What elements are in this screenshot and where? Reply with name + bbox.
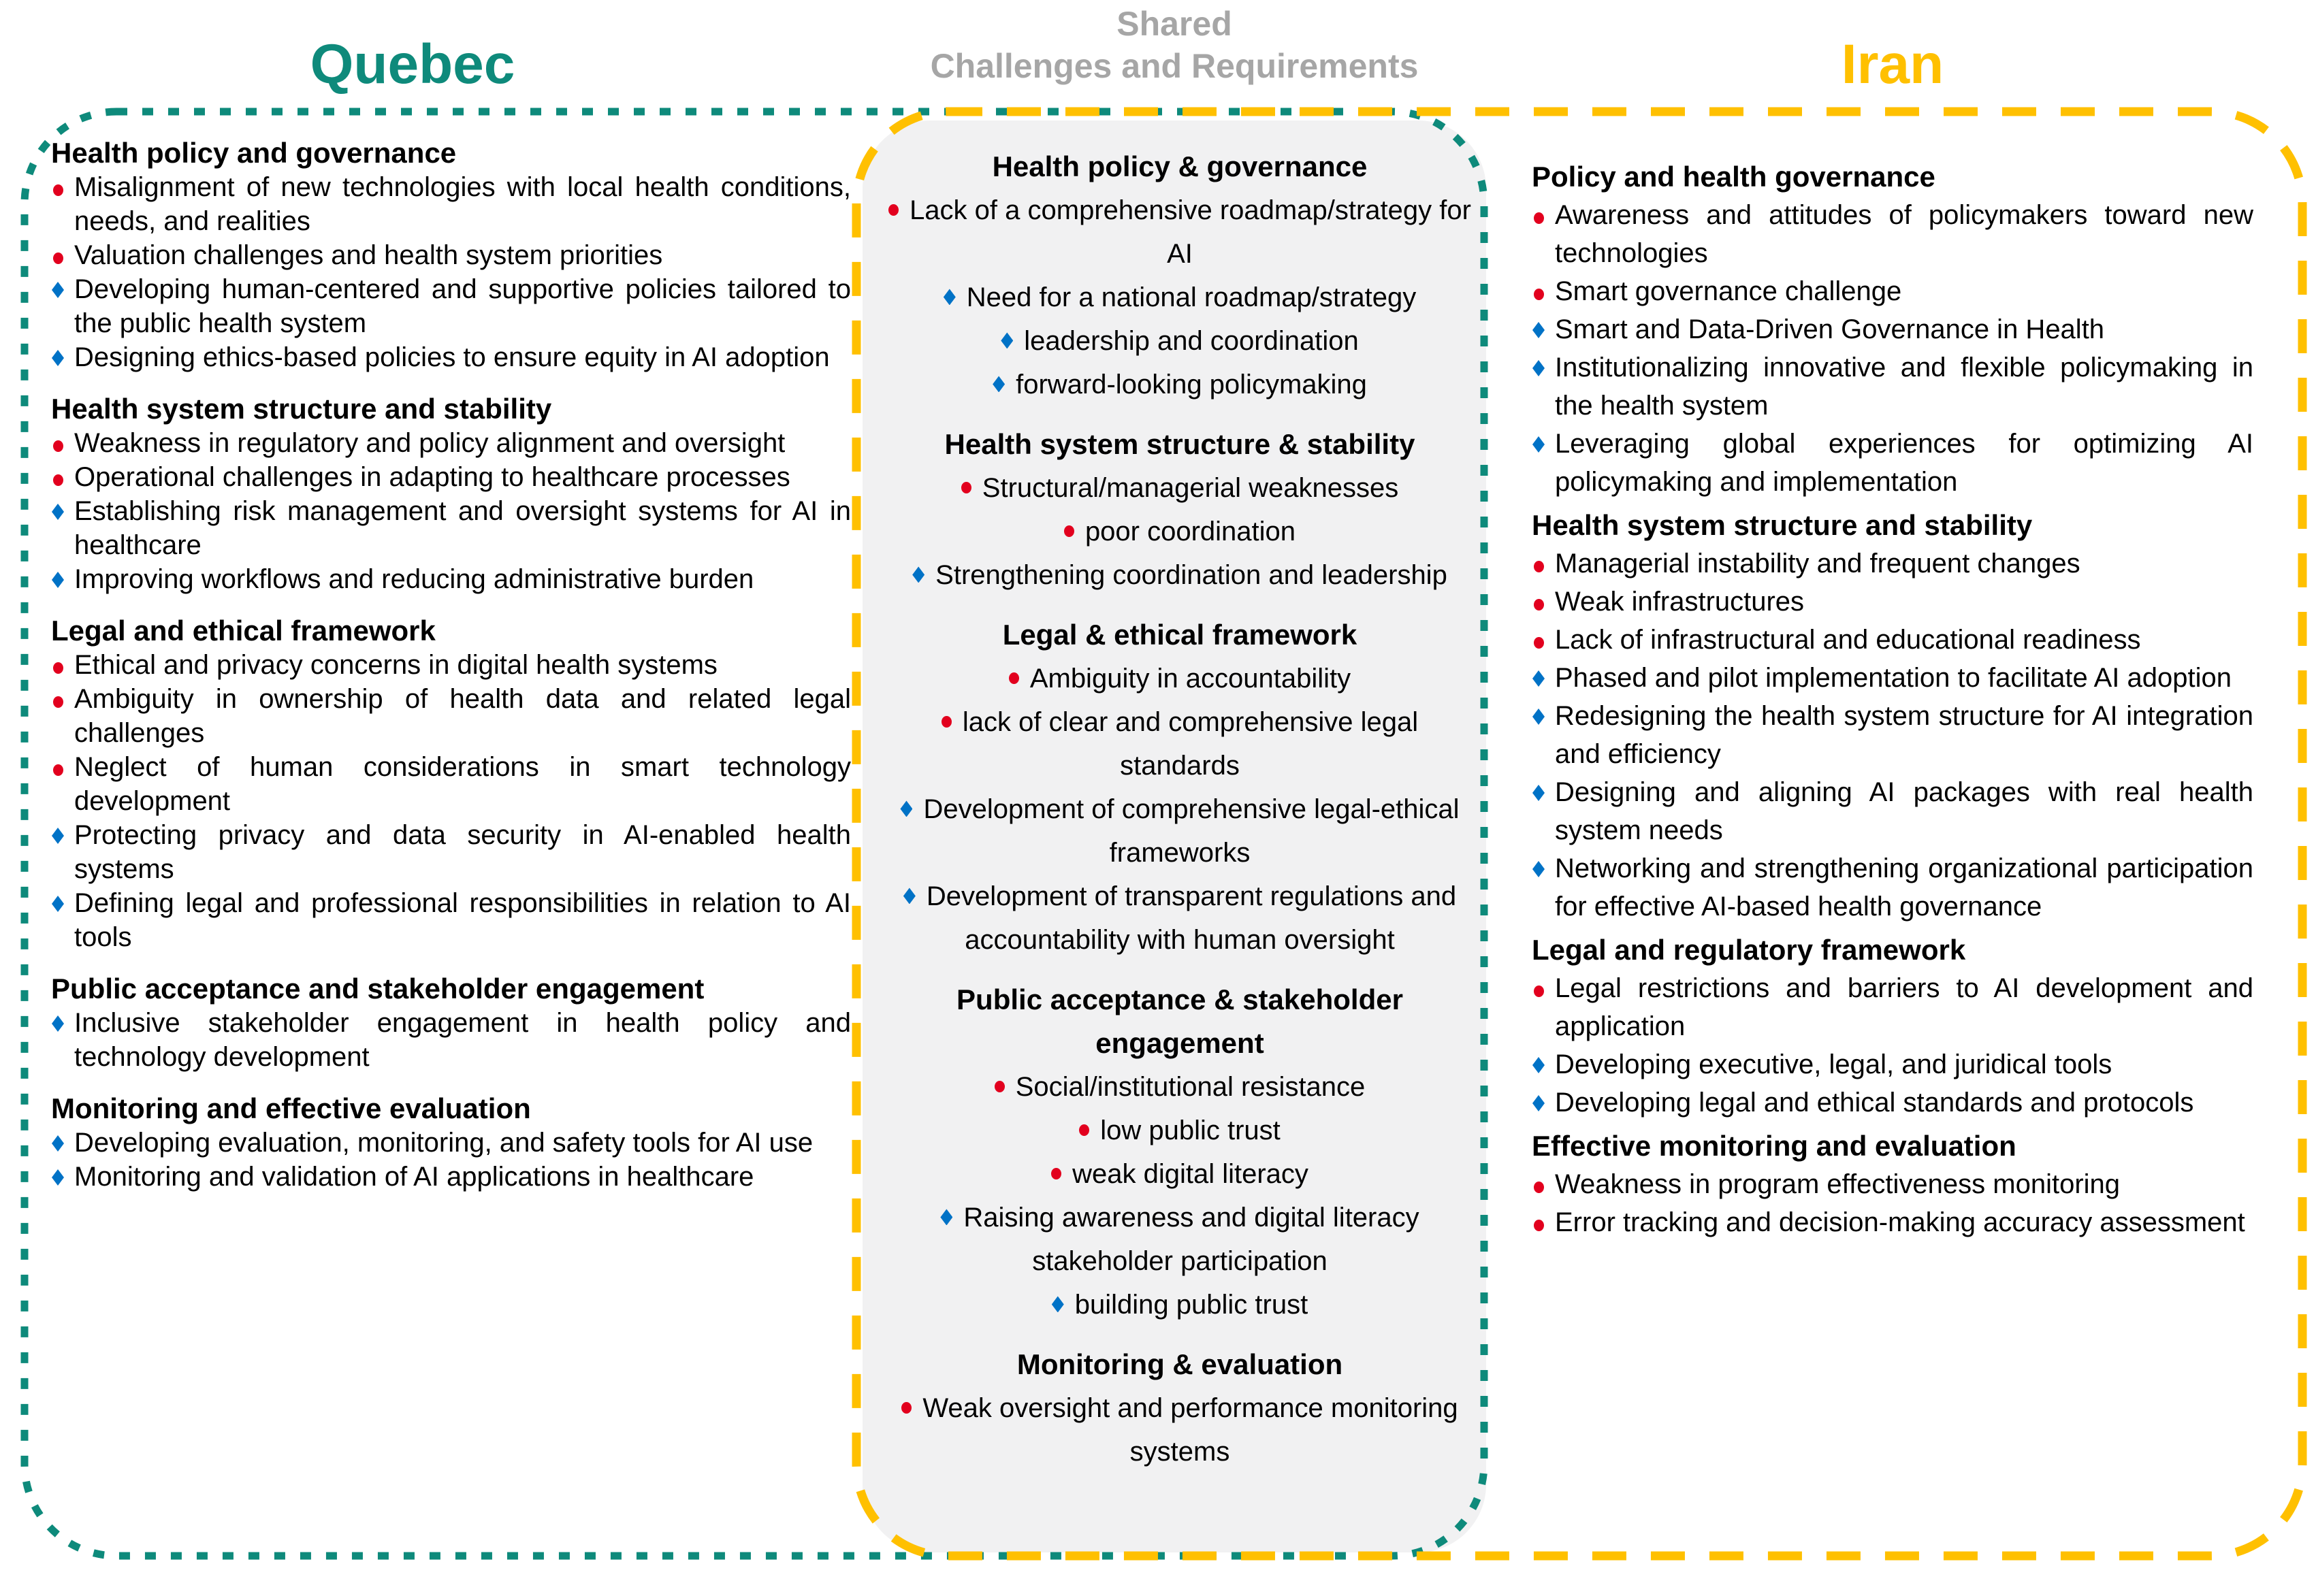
item-text: Developing legal and ethical standards and protocols (1555, 1088, 2194, 1118)
requirement-bullet-icon (944, 289, 956, 305)
shared-title-line1: Shared (1116, 5, 1232, 43)
challenge-item (885, 657, 1475, 700)
bullet-cell (1532, 348, 1555, 387)
challenge-bullet-icon (888, 204, 899, 216)
requirement-bullet-icon (52, 1015, 64, 1032)
challenge-item (51, 648, 851, 682)
bullet-cell (1532, 196, 1555, 234)
section-heading: Legal & ethical framework (1002, 619, 1357, 651)
bullet-cell (1532, 272, 1555, 310)
challenge-bullet-icon (1534, 986, 1544, 997)
challenge-bullet-icon (1079, 1124, 1089, 1136)
item-text: Establishing risk management and oversight systems for AI in healthcare (74, 496, 851, 560)
challenge-bullet-icon (1009, 672, 1019, 684)
item-text: Valuation challenges and health system priorities (74, 240, 663, 270)
section-heading: Policy and health governance (1532, 161, 1935, 193)
challenge-item (51, 238, 851, 272)
item-text: Designing ethics-based policies to ensure equity in AI adoption (74, 342, 830, 372)
challenge-item (885, 510, 1475, 553)
requirement-bullet-icon (1052, 1296, 1064, 1312)
requirement-bullet-icon (1532, 1095, 1545, 1111)
item-text: Lack of infrastructural and educational readiness (1555, 625, 2141, 655)
item-text: Operational challenges in adapting to healthcare processes (74, 462, 790, 492)
bullet-cell (51, 648, 74, 682)
requirement-bullet-icon (52, 504, 64, 520)
section-heading: Legal and ethical framework (51, 615, 436, 647)
challenge-item (885, 189, 1475, 276)
challenge-bullet-icon (1534, 561, 1544, 572)
requirement-item (1532, 773, 2253, 849)
section-heading: Health system structure & stability (944, 428, 1415, 460)
challenge-bullet-icon (961, 482, 971, 493)
bullet-cell (51, 1006, 74, 1040)
requirement-bullet-icon (1532, 360, 1545, 376)
item-text: Social/institutional resistance (1015, 1072, 1366, 1102)
bullet-cell (1532, 544, 1555, 583)
challenge-bullet-icon (1534, 1220, 1544, 1231)
section-heading: Legal and regulatory framework (1532, 934, 1966, 966)
requirement-item (885, 875, 1475, 962)
challenge-bullet-icon (53, 662, 63, 674)
challenge-bullet-icon (1534, 289, 1544, 300)
challenge-bullet-icon (53, 184, 63, 196)
requirement-item (1532, 1045, 2253, 1084)
challenge-item (885, 1386, 1475, 1473)
challenge-item (885, 1109, 1475, 1152)
requirement-item (51, 818, 851, 886)
item-text: Ethical and privacy concerns in digital health systems (74, 650, 718, 680)
item-text: Error tracking and decision-making accuracy assessment (1555, 1207, 2245, 1237)
section (885, 1343, 1475, 1473)
requirement-bullet-icon (1532, 861, 1545, 877)
requirement-item (1532, 310, 2253, 348)
requirement-bullet-icon (52, 896, 64, 912)
bullet-cell (1532, 310, 1555, 348)
requirement-item (51, 1006, 851, 1074)
item-text: building public trust (1074, 1290, 1308, 1320)
bullet-cell (1532, 697, 1555, 735)
item-text: Managerial instability and frequent changes (1555, 549, 2080, 579)
bullet-cell (1532, 621, 1555, 659)
requirement-bullet-icon (1532, 785, 1545, 801)
challenge-item (1532, 1165, 2253, 1203)
section (885, 423, 1475, 597)
challenge-item (1532, 544, 2253, 583)
challenge-bullet-icon (901, 1402, 912, 1414)
item-text: Redesigning the health system structure for AI integration and efficiency (1555, 701, 2253, 769)
requirement-bullet-icon (1532, 670, 1545, 687)
requirement-bullet-icon (52, 350, 64, 366)
section (51, 1092, 851, 1194)
bullet-cell (51, 562, 74, 596)
bullet-cell (1532, 773, 1555, 811)
shared-column (885, 145, 1475, 1473)
requirement-item (51, 1160, 851, 1194)
bullet-cell (51, 272, 74, 306)
requirement-bullet-icon (912, 566, 924, 583)
requirement-item (885, 363, 1475, 406)
item-text: Networking and strengthening organizational participation for effective AI-based health governance (1555, 853, 2253, 922)
bullet-cell (1532, 1045, 1555, 1084)
item-text: Inclusive stakeholder engagement in health policy and technology development (74, 1008, 851, 1072)
challenge-bullet-icon (1534, 599, 1544, 610)
requirement-bullet-icon (1001, 332, 1013, 348)
bullet-cell (51, 1126, 74, 1160)
item-text: Development of comprehensive legal-ethical frameworks (923, 794, 1460, 868)
item-text: forward-looking policymaking (1016, 370, 1367, 400)
bullet-cell (51, 340, 74, 374)
item-text: Legal restrictions and barriers to AI development and application (1555, 973, 2253, 1041)
bullet-cell (51, 1160, 74, 1194)
item-text: low public trust (1100, 1115, 1281, 1145)
section-heading: Health policy and governance (51, 137, 457, 169)
item-text: Protecting privacy and data security in AI-enabled health systems (74, 820, 851, 884)
challenge-bullet-icon (53, 474, 63, 486)
item-text: Awareness and attitudes of policymakers toward new technologies (1555, 200, 2253, 268)
item-text: Structural/managerial weaknesses (982, 473, 1399, 503)
item-text: Neglect of human considerations in smart technology development (74, 752, 851, 816)
challenge-item (1532, 196, 2253, 272)
bullet-cell (51, 426, 74, 460)
challenge-item (1532, 969, 2253, 1045)
requirement-bullet-icon (1532, 436, 1545, 453)
bullet-cell (1532, 659, 1555, 697)
requirement-item (51, 562, 851, 596)
bullet-cell (51, 494, 74, 528)
section (1532, 506, 2253, 926)
requirement-item (885, 787, 1475, 875)
requirement-item (1532, 659, 2253, 697)
requirement-item (1532, 849, 2253, 926)
item-text: Developing executive, legal, and juridical tools (1555, 1049, 2112, 1079)
section-heading: Effective monitoring and evaluation (1532, 1130, 2016, 1162)
requirement-item (1532, 425, 2253, 501)
requirement-bullet-icon (52, 572, 64, 588)
challenge-item (51, 170, 851, 238)
section (885, 145, 1475, 406)
section (885, 613, 1475, 962)
challenge-bullet-icon (995, 1081, 1005, 1092)
requirement-bullet-icon (52, 1169, 64, 1186)
item-text: Weak oversight and performance monitoring systems (922, 1393, 1458, 1467)
challenge-bullet-icon (53, 440, 63, 452)
item-text: Institutionalizing innovative and flexible policymaking in the health system (1555, 353, 2253, 421)
challenge-item (885, 1152, 1475, 1196)
bullet-cell (1532, 1203, 1555, 1241)
item-text: Weak infrastructures (1555, 587, 1805, 617)
requirement-bullet-icon (1532, 1057, 1545, 1073)
section (885, 978, 1475, 1326)
bullet-cell (51, 238, 74, 272)
section (51, 392, 851, 596)
item-text: Improving workflows and reducing administrative burden (74, 564, 754, 594)
item-text: Weakness in program effectiveness monitoring (1555, 1169, 2121, 1199)
quebec-column (51, 136, 851, 1194)
section-heading: Health policy & governance (992, 150, 1368, 182)
requirement-item (1532, 1084, 2253, 1122)
challenge-item (51, 460, 851, 494)
requirement-bullet-icon (940, 1209, 952, 1225)
requirement-item (51, 1126, 851, 1160)
shared-title-line2: Challenges and Requirements (930, 47, 1419, 85)
requirement-item (51, 340, 851, 374)
requirement-bullet-icon (903, 887, 916, 904)
bullet-cell (1532, 969, 1555, 1007)
challenge-item (885, 1065, 1475, 1109)
requirement-item (885, 1196, 1475, 1283)
challenge-item (885, 700, 1475, 787)
challenge-bullet-icon (1051, 1168, 1061, 1179)
requirement-item (885, 1283, 1475, 1326)
item-text: Defining legal and professional responsibilities in relation to AI tools (74, 888, 851, 952)
quebec-title: Quebec (310, 33, 515, 95)
item-text: weak digital literacy (1072, 1159, 1308, 1189)
item-text: Strengthening coordination and leadership (935, 560, 1447, 590)
iran-column (1532, 158, 2253, 1241)
item-text: Misalignment of new technologies with local health conditions, needs, and realities (74, 172, 851, 236)
bullet-cell (51, 170, 74, 204)
requirement-bullet-icon (52, 282, 64, 298)
challenge-bullet-icon (1064, 525, 1074, 537)
item-text: lack of clear and comprehensive legal standards (962, 707, 1419, 781)
item-text: Ambiguity in ownership of health data and related legal challenges (74, 684, 851, 748)
section (1532, 1127, 2253, 1241)
item-text: Developing human-centered and supportive policies tailored to the public health system (74, 274, 851, 338)
challenge-item (885, 466, 1475, 510)
bullet-cell (1532, 1084, 1555, 1122)
item-text: Raising awareness and digital literacy stakeholder participation (963, 1203, 1419, 1276)
section (1532, 158, 2253, 501)
item-text: Phased and pilot implementation to facilitate AI adoption (1555, 663, 2232, 693)
bullet-cell (1532, 425, 1555, 463)
section-heading: Health system structure and stability (51, 393, 552, 425)
item-text: Smart governance challenge (1555, 276, 1902, 306)
challenge-bullet-icon (53, 764, 63, 776)
requirement-item (885, 319, 1475, 363)
requirement-item (885, 553, 1475, 597)
challenge-bullet-icon (1534, 212, 1544, 224)
item-text: leadership and coordination (1024, 326, 1359, 356)
bullet-cell (51, 682, 74, 716)
section-heading: Monitoring and effective evaluation (51, 1092, 531, 1124)
requirement-bullet-icon (1532, 709, 1545, 725)
challenge-item (1532, 1203, 2253, 1241)
item-text: Monitoring and validation of AI applications in healthcare (74, 1162, 754, 1192)
requirement-bullet-icon (52, 828, 64, 844)
item-text: Development of transparent regulations and accountability with human oversight (926, 881, 1457, 955)
section-heading: Monitoring & evaluation (1016, 1348, 1343, 1380)
bullet-cell (1532, 1165, 1555, 1203)
requirement-item (885, 276, 1475, 319)
requirement-item (1532, 348, 2253, 425)
challenge-item (1532, 583, 2253, 621)
section-heading: Health system structure and stability (1532, 509, 2033, 541)
requirement-bullet-icon (993, 376, 1005, 392)
item-text: Designing and aligning AI packages with real health system needs (1555, 777, 2253, 845)
requirement-item (51, 272, 851, 340)
item-text: Ambiguity in accountability (1029, 664, 1351, 694)
section (51, 614, 851, 954)
challenge-bullet-icon (53, 696, 63, 708)
requirement-item (51, 886, 851, 954)
bullet-cell (51, 460, 74, 494)
bullet-cell (51, 886, 74, 920)
requirement-bullet-icon (52, 1135, 64, 1152)
item-text: Developing evaluation, monitoring, and safety tools for AI use (74, 1128, 814, 1158)
challenge-item (51, 682, 851, 750)
challenge-item (1532, 272, 2253, 310)
section (51, 972, 851, 1074)
bullet-cell (1532, 583, 1555, 621)
challenge-item (1532, 621, 2253, 659)
item-text: Leveraging global experiences for optimizing AI policymaking and implementation (1555, 429, 2253, 497)
requirement-item (51, 494, 851, 562)
iran-title: Iran (1841, 33, 1944, 95)
requirement-item (1532, 697, 2253, 773)
challenge-bullet-icon (1534, 637, 1544, 649)
requirement-bullet-icon (1532, 322, 1545, 338)
bullet-cell (1532, 849, 1555, 887)
challenge-bullet-icon (53, 253, 63, 264)
bullet-cell (51, 818, 74, 852)
challenge-item (51, 750, 851, 818)
item-text: Weakness in regulatory and policy alignment and oversight (74, 428, 786, 458)
item-text: poor coordination (1084, 517, 1296, 547)
item-text: Smart and Data-Driven Governance in Health (1555, 314, 2105, 344)
bullet-cell (51, 750, 74, 784)
item-text: Lack of a comprehensive roadmap/strategy for AI (910, 195, 1471, 269)
challenge-bullet-icon (942, 716, 952, 728)
section-heading: Public acceptance and stakeholder engagement (51, 973, 705, 1005)
section (1532, 931, 2253, 1122)
section (51, 136, 851, 374)
challenge-bullet-icon (1534, 1182, 1544, 1193)
section-heading: Public acceptance & stakeholder engagement (956, 983, 1403, 1059)
item-text: Need for a national roadmap/strategy (966, 282, 1417, 312)
requirement-bullet-icon (900, 800, 912, 817)
challenge-item (51, 426, 851, 460)
